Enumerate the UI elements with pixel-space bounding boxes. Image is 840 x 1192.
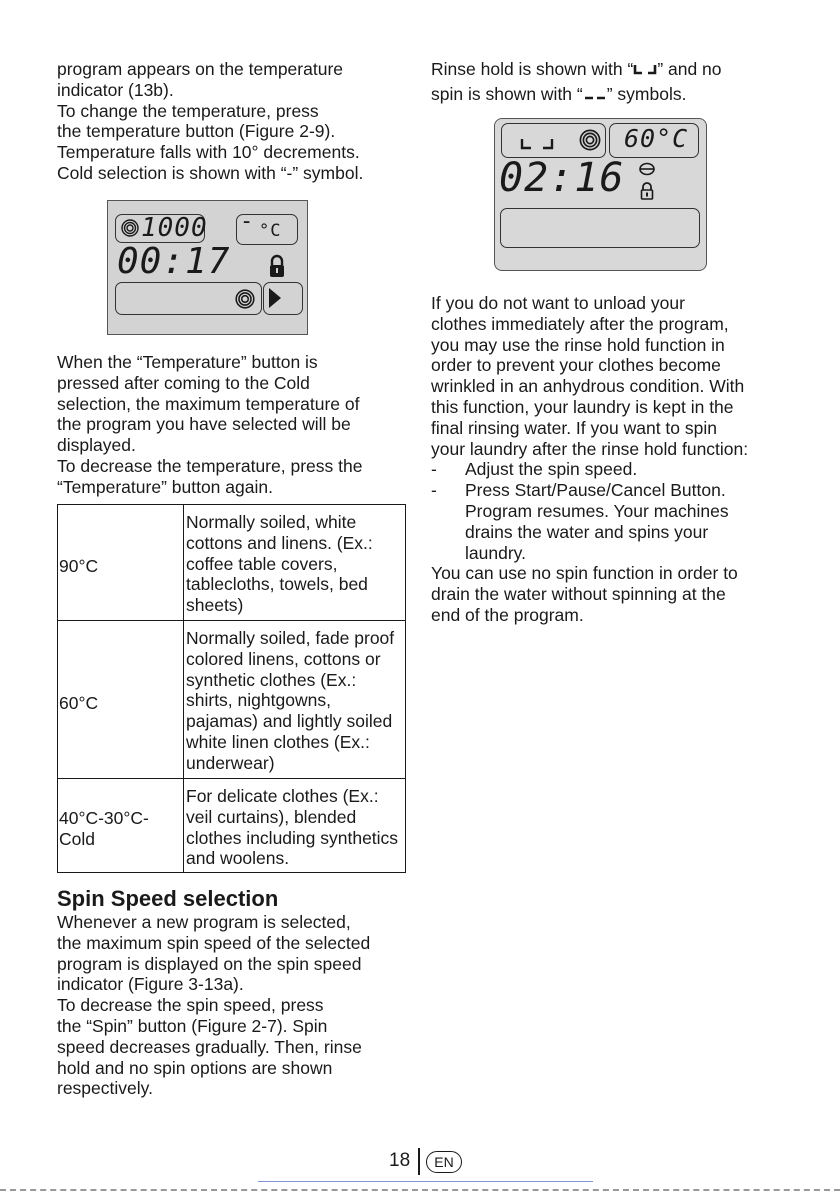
text-line: You can use no spin function in order to [431, 563, 738, 584]
footer-rule [258, 1181, 593, 1182]
steps-list [431, 459, 786, 563]
text-line: the program you have selected will be [57, 414, 351, 435]
footer-divider [418, 1148, 420, 1175]
cut-line [0, 1189, 840, 1191]
temp-unit: °C [259, 221, 282, 241]
right-intro-text [431, 59, 786, 105]
text-fragment: spin is shown with “ [431, 83, 583, 104]
temp-readout: - [240, 209, 255, 234]
program-indicator-box [500, 208, 700, 248]
page-number: 18 [389, 1150, 411, 1171]
temperature-table [57, 504, 406, 873]
temp-readout: 60°C [624, 124, 689, 153]
text-line: wrinkled in an anhydrous condition. With [431, 376, 745, 397]
text-line: your laundry after the rinse hold function: [431, 438, 749, 459]
time-readout: 00:17 [117, 241, 231, 282]
list-item-text: Adjust the spin speed. [465, 459, 638, 480]
text-fragment: Rinse hold is shown with “ [431, 59, 634, 79]
play-icon [268, 287, 282, 309]
text-line: pressed after coming to the Cold [57, 372, 310, 393]
text-line: When the “Temperature” button is [57, 352, 318, 372]
text-line: this function, your laundry is kept in the [431, 396, 734, 417]
text-line: program is displayed on the spin speed [57, 953, 362, 974]
text-line: selection, the maximum temperature of [57, 393, 360, 414]
lcd-figure-cold [107, 200, 308, 335]
temp-cell: 40°C-30°C-Cold [58, 779, 184, 873]
text-line: indicator (Figure 3-13a). [57, 974, 244, 995]
text-line: the maximum spin speed of the selected [57, 932, 371, 953]
temp-readout-box [236, 209, 298, 245]
program-indicator-box [115, 282, 262, 315]
spin-spiral-icon [578, 128, 602, 152]
text-line: speed decreases gradually. Then, rinse [57, 1036, 362, 1057]
text-line: Whenever a new program is selected, [57, 912, 351, 932]
text-line: final rinsing water. If you want to spin [431, 417, 717, 438]
text-line [431, 59, 786, 80]
text-line: To decrease the temperature, press the [57, 455, 363, 476]
left-intro-text [57, 59, 407, 184]
text-line: indicator (13b). [57, 79, 174, 100]
spin-readout: 1000 [141, 213, 208, 243]
rinse-hold-symbol-icon [633, 63, 657, 75]
desc-cell: Normally soiled, fade proof colored linens, cottons or synthetic clothes (Ex.: shirts, nightgowns, pajamas) and lightly soiled white linen clothes (Ex.: underwear) [184, 621, 406, 779]
text-fragment: ” and no [657, 59, 722, 79]
text-line: hold and no spin options are shown [57, 1057, 333, 1078]
text-line: respectively. [57, 1078, 153, 1099]
text-line: you may use the rinse hold function in [431, 334, 725, 355]
text-line: If you do not want to unload your [431, 293, 685, 313]
text-line: To change the temperature, press [57, 100, 319, 121]
temp-cell: 60°C [58, 621, 184, 779]
text-fragment: ” symbols. [606, 83, 687, 104]
door-icon [639, 162, 655, 176]
temp-cell: 90°C [58, 505, 184, 621]
spin-readout-box [501, 123, 606, 158]
section-heading: Spin Speed selection [57, 886, 279, 911]
list-item: - Adjust the spin speed. [431, 459, 638, 480]
start-indicator-box [263, 282, 303, 315]
list-item: - Press Start/Pause/Cancel Button. Program resumes. Your machines drains the water and spins your laundry. [431, 480, 729, 563]
spin-section-text [57, 912, 409, 1099]
text-line: end of the program. [431, 604, 584, 625]
text-line: Cold selection is shown with “-” symbol. [57, 162, 364, 183]
no-spin-symbol-icon [583, 88, 607, 100]
text-line: program appears on the temperature [57, 59, 343, 79]
text-line: clothes immediately after the program, [431, 313, 729, 334]
text-line: Temperature falls with 10° decrements. [57, 142, 360, 163]
text-line: displayed. [57, 435, 136, 456]
temp-readout-box [609, 123, 699, 158]
lcd-figure-rinse-hold [494, 118, 707, 271]
right-paragraph [431, 293, 786, 626]
spin-spiral-icon [120, 218, 140, 238]
text-line [431, 84, 786, 105]
list-item-text: Press Start/Pause/Cancel Button. Program resumes. Your machines drains the water and spins your laundry. [465, 480, 729, 563]
table-row [58, 779, 406, 873]
text-line: To decrease the spin speed, press [57, 995, 324, 1016]
lock-icon [268, 254, 286, 278]
text-line: order to prevent your clothes become [431, 355, 721, 376]
table-row [58, 621, 406, 779]
spin-spiral-icon [234, 288, 256, 310]
lock-icon [640, 182, 654, 200]
text-line: the “Spin” button (Figure 2-7). Spin [57, 1015, 328, 1036]
language-badge: EN [426, 1151, 462, 1173]
left-after-figure-text [57, 352, 407, 498]
spin-readout-box [115, 213, 208, 243]
text-line: drain the water without spinning at the [431, 584, 726, 605]
time-readout: 02:16 [499, 155, 625, 201]
text-line: the temperature button (Figure 2-9). [57, 121, 336, 142]
desc-cell: For delicate clothes (Ex.: veil curtains), blended clothes including synthetics and woolens. [184, 779, 406, 873]
table-row [58, 505, 406, 621]
text-line: “Temperature” button again. [57, 476, 273, 497]
desc-cell: Normally soiled, white cottons and linens. (Ex.: coffee table covers, tablecloths, towels, bed sheets) [184, 505, 406, 621]
rinse-hold-symbol-icon [519, 137, 555, 151]
